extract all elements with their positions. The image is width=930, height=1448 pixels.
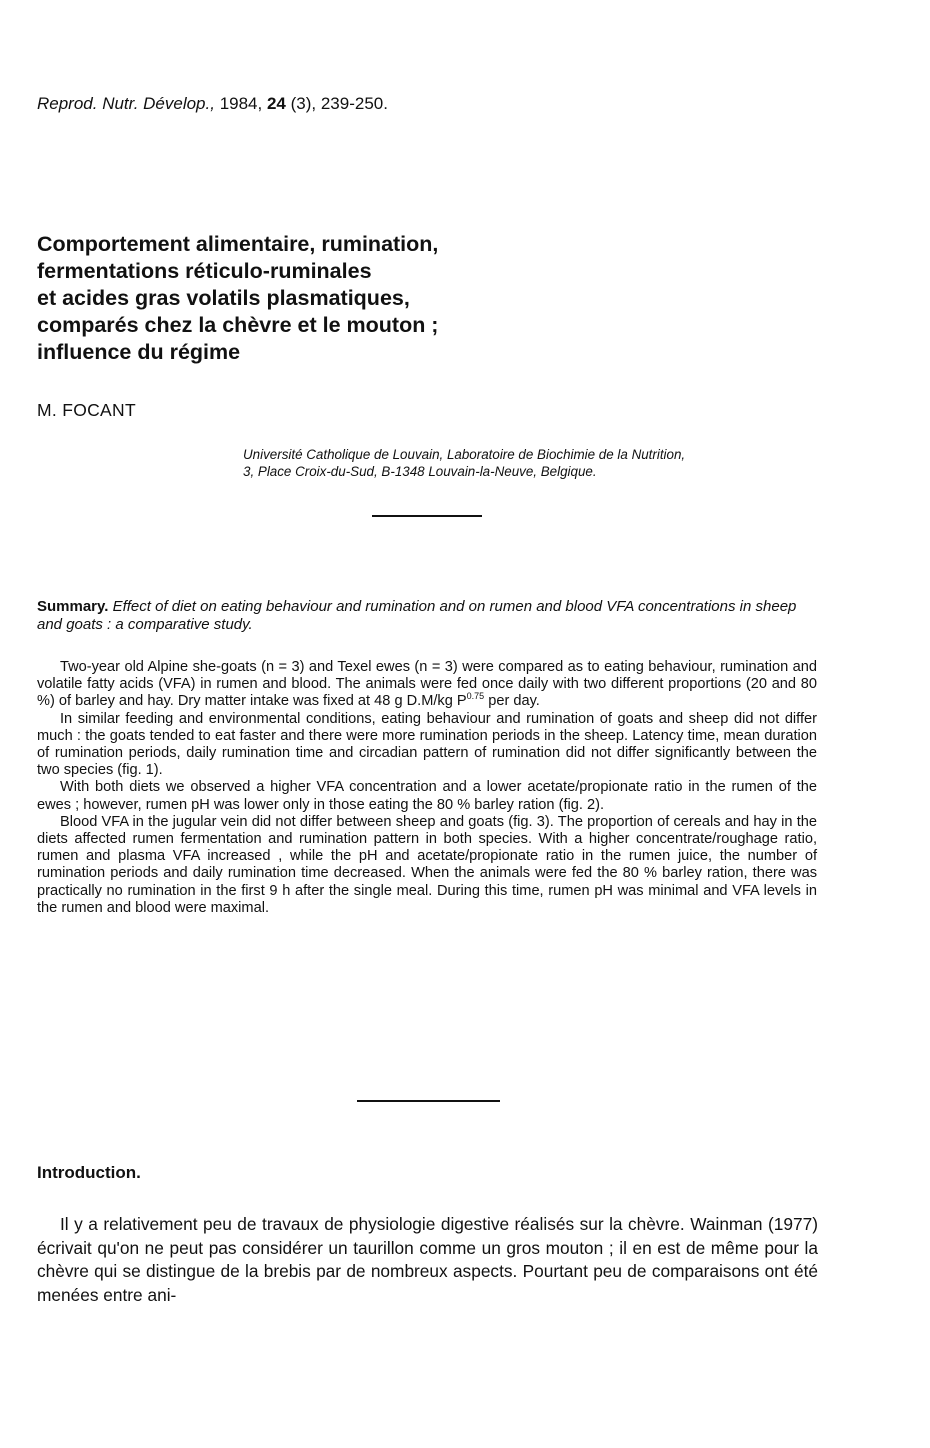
citation [37,94,388,114]
summary-label: Summary. [37,598,109,615]
affiliation [243,446,883,480]
abstract-paragraph: In similar feeding and environmental conditions, eating behaviour and rumination of goats and sheep did not differ much : the goats tended to eat faster and there were more rumination periods in the sheep. Latency time, mean duration of rumination periods, daily rumination time and circadian pattern of rumination did not differ significantly between the two species (fig. 1). [37,710,817,779]
summary-subtitle: Effect of diet on eating behaviour and rumination and on rumen and blood VFA concentrations in sheep and goats : a comparative study. [37,598,797,633]
section-heading: Introduction. [37,1163,141,1182]
abstract-paragraph: With both diets we observed a higher VFA concentration and a lower acetate/propionate ratio in the rumen of the ewes ; however, rumen pH was lower only in those eating the 80 % barley ration (fig. 2). [37,779,817,813]
abstract [37,659,817,917]
affiliation-line: Université Catholique de Louvain, Laboratoire de Biochimie de la Nutrition, [243,447,686,462]
article-title [37,231,797,366]
abstract-text: Two-year old Alpine she-goats (n = 3) and Texel ewes (n = 3) were compared as to eating behaviour, rumination and volatile fatty acids (VFA) in rumen and blood. The animals were fed once daily with two different proportions (20 and 80 %) of barley and hay. Dry matter intake was fixed at 48 g D.M/kg P [37,659,817,710]
divider [357,1100,500,1102]
citation-year: 1984, [219,94,263,113]
journal-name: Reprod. Nutr. Dévelop., [37,94,215,113]
citation-pages: (3), 239-250. [290,94,388,113]
affiliation-line: 3, Place Croix-du-Sud, B-1348 Louvain-la-Neuve, Belgique. [243,464,597,479]
abstract-paragraph: Blood VFA in the jugular vein did not differ between sheep and goats (fig. 3). The proportion of cereals and hay in the diets affected rumen fermentation and rumination pattern in both species. With a higher concentrate/roughage ratio, rumen and plasma VFA increased , while the pH and acetate/propionate ratio in the rumen juice, the number of rumination periods and daily rumination time decreased. When the animals were fed the 80 % barley ration, there was practically no rumination in the first 9 h after the single meal. During this time, rumen pH was minimal and VFA levels in the rumen and blood were maximal. [37,813,817,916]
author-name: M. FOCANT [37,400,136,420]
title-line: influence du régime [37,340,241,364]
title-line: fermentations réticulo-ruminales [37,259,372,283]
abstract-paragraph [37,659,817,711]
citation-volume: 24 [266,94,286,113]
title-line: comparés chez la chèvre et le mouton ; [37,313,439,337]
abstract-text: per day. [484,693,540,710]
body-paragraph: Il y a relativement peu de travaux de physiologie digestive réalisés sur la chèvre. Wainman (1977) écrivait qu'on ne peut pas considérer un taurillon comme un gros mouton ; il en est de même pour la chèvre qui se distingue de la brebis par de nombreux aspects. Pourtant peu de comparaisons ont été menées entre ani- [37,1214,818,1305]
divider [372,515,482,517]
title-line: et acides gras volatils plasmatiques, [37,286,410,310]
summary-heading [37,598,817,633]
exponent: 0.75 [466,691,485,702]
title-line: Comportement alimentaire, rumination, [37,232,439,256]
